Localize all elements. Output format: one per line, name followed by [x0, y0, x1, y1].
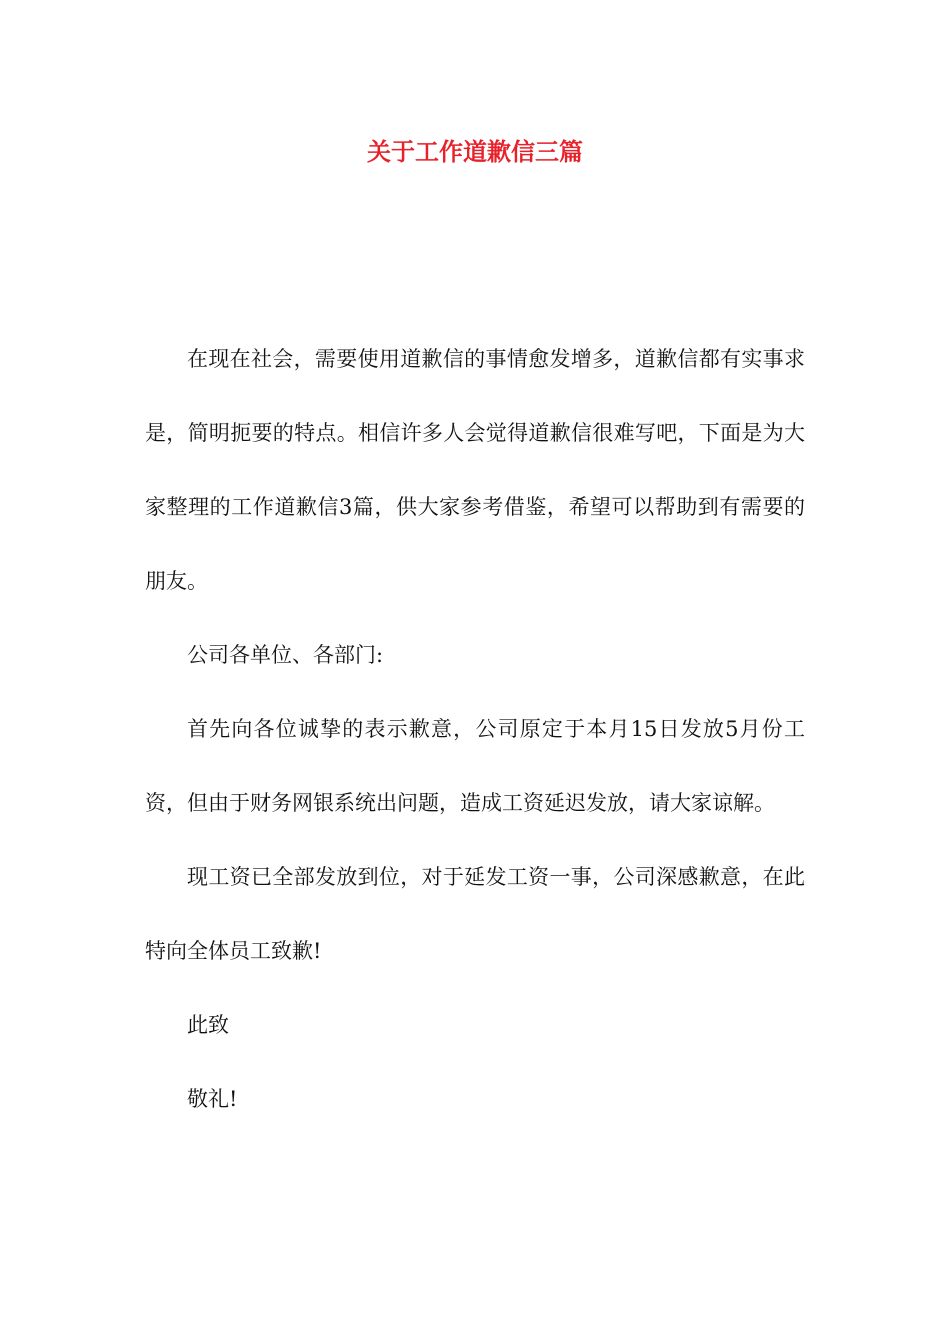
intro-paragraph: 在现在社会，需要使用道歉信的事情愈发增多，道歉信都有实事求是，简明扼要的特点。相信许多人会觉得道歉信很难写吧，下面是为大家整理的工作道歉信3篇，供大家参考借鉴，希望可以帮助到有需要的朋友。	[145, 347, 805, 593]
document-body	[145, 322, 805, 1136]
closing-line: 此致	[187, 1013, 229, 1037]
apology-paragraph: 首先向各位诚挚的表示歉意，公司原定于本月15日发放5月份工资，但由于财务网银系统出问题，造成工资延迟发放，请大家谅解。	[145, 717, 805, 815]
document-title: 关于工作道歉信三篇	[367, 138, 583, 166]
resolution-paragraph: 现工资已全部发放到位，对于延发工资一事，公司深感歉意，在此特向全体员工致歉!	[145, 865, 805, 963]
salutation: 公司各单位、各部门:	[187, 643, 384, 667]
closing-regards: 敬礼!	[187, 1087, 238, 1111]
